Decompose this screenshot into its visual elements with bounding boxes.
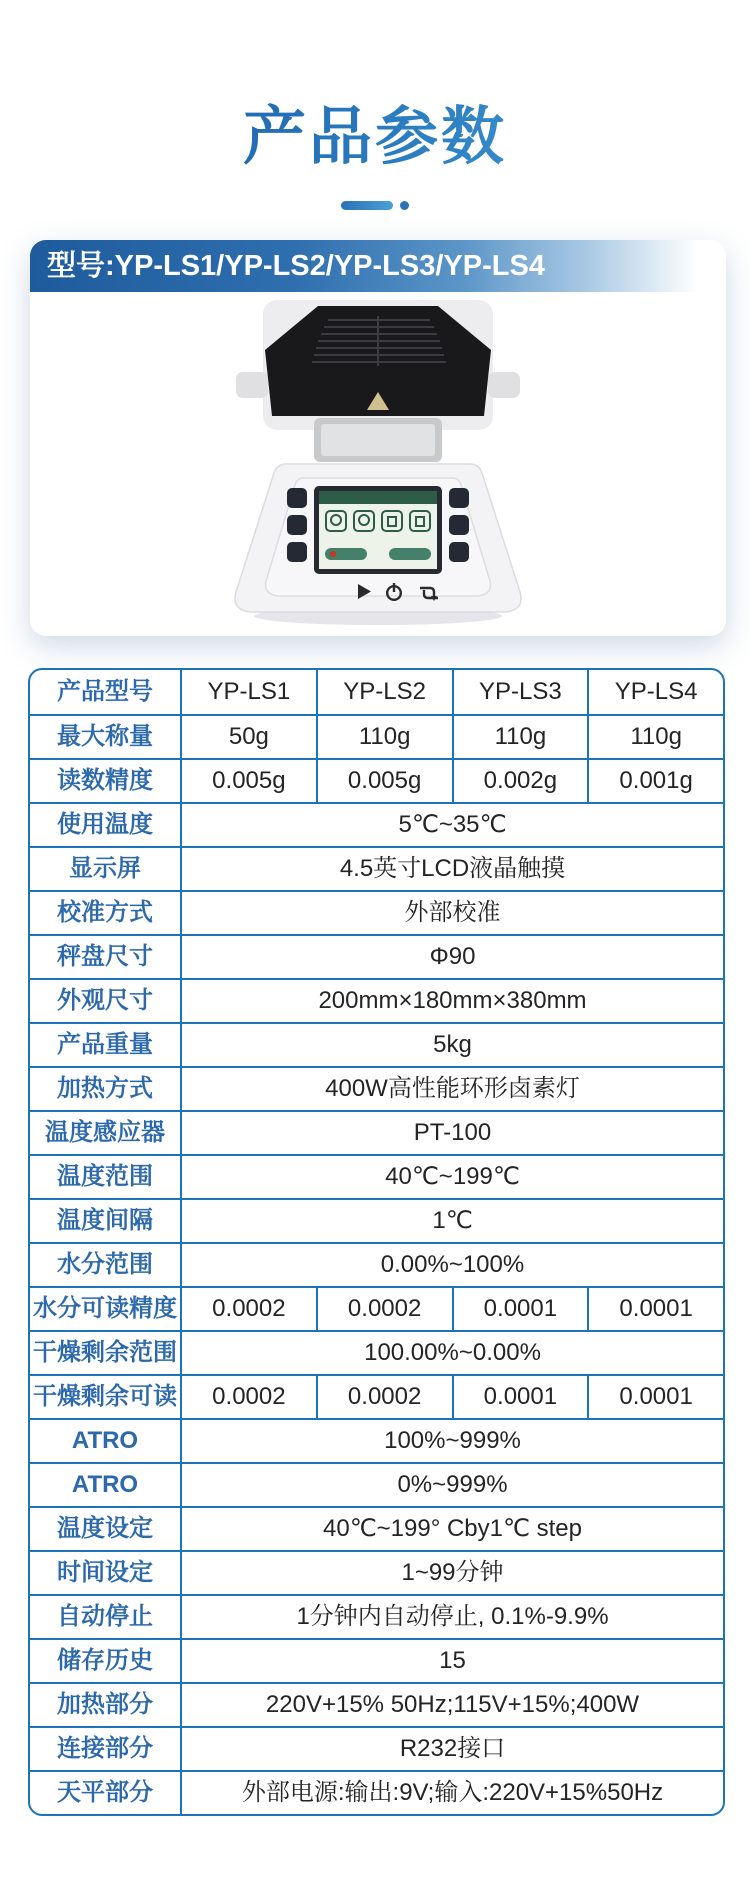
spec-label: 秤盘尺寸 xyxy=(57,942,153,970)
spec-label: 使用温度 xyxy=(57,810,153,838)
spec-label: 最大称量 xyxy=(57,722,153,750)
spec-label: 水分可读精度 xyxy=(33,1294,177,1322)
spec-label: 干燥剩余范围 xyxy=(33,1338,177,1366)
spec-label: 时间设定 xyxy=(57,1558,153,1586)
table-row xyxy=(30,1110,723,1154)
spec-value: 0.002g xyxy=(452,760,588,802)
table-row xyxy=(30,1066,723,1110)
device-left-tab xyxy=(236,372,268,398)
table-row xyxy=(30,1506,723,1550)
spec-value: 100.00%~0.00% xyxy=(180,1332,723,1374)
spec-value: 0%~999% xyxy=(180,1464,723,1506)
spec-value: 1分钟内自动停止, 0.1%-9.9% xyxy=(180,1596,723,1638)
spec-value: 0.0001 xyxy=(587,1376,723,1418)
page-title: 产品参数 xyxy=(0,86,750,177)
spec-value: 1℃ xyxy=(180,1200,723,1242)
product-card xyxy=(30,240,726,636)
spec-label: 连接部分 xyxy=(57,1734,153,1762)
spec-label: 校准方式 xyxy=(57,898,153,926)
spec-label: 产品型号 xyxy=(57,677,153,705)
spec-value: 0.001g xyxy=(587,760,723,802)
table-row xyxy=(30,1154,723,1198)
spec-value: 15 xyxy=(180,1640,723,1682)
table-row xyxy=(30,1330,723,1374)
table-row xyxy=(30,1594,723,1638)
spec-label: 加热部分 xyxy=(57,1690,153,1718)
spec-value: 200mm×180mm×380mm xyxy=(180,980,723,1022)
divider-dash-icon xyxy=(341,201,393,210)
spec-label: 天平部分 xyxy=(57,1778,153,1806)
spec-value: 110g xyxy=(587,716,723,758)
table-row xyxy=(30,1770,723,1814)
model-header: 型号:YP-LS1/YP-LS2/YP-LS3/YP-LS4 xyxy=(30,240,726,292)
table-row xyxy=(30,934,723,978)
spec-table xyxy=(28,668,725,1816)
table-row xyxy=(30,1022,723,1066)
spec-value: 0.0002 xyxy=(316,1376,452,1418)
spec-value: 5℃~35℃ xyxy=(180,804,723,846)
spec-value: 1~99分钟 xyxy=(180,1552,723,1594)
spec-label: 温度范围 xyxy=(57,1162,153,1190)
spec-value: 40℃~199℃ xyxy=(180,1156,723,1198)
table-row xyxy=(30,1286,723,1330)
spec-value: 0.0001 xyxy=(587,1288,723,1330)
spec-value: 110g xyxy=(316,716,452,758)
moisture-analyzer-illustration xyxy=(208,298,548,630)
spec-label: 显示屏 xyxy=(69,854,141,882)
table-row xyxy=(30,802,723,846)
spec-value: YP-LS1 xyxy=(180,670,316,714)
spec-label: 水分范围 xyxy=(57,1250,153,1278)
spec-value: 0.0002 xyxy=(180,1288,316,1330)
table-row xyxy=(30,1198,723,1242)
spec-label: 储存历史 xyxy=(57,1646,153,1674)
spec-value: 100%~999% xyxy=(180,1420,723,1462)
table-row xyxy=(30,890,723,934)
device-window xyxy=(321,424,435,456)
spec-label: 加热方式 xyxy=(57,1074,153,1102)
table-row xyxy=(30,1550,723,1594)
table-row xyxy=(30,1638,723,1682)
spec-value: YP-LS4 xyxy=(587,670,723,714)
product-image xyxy=(30,292,726,636)
spec-value: R232接口 xyxy=(180,1728,723,1770)
spec-label: 外观尺寸 xyxy=(57,986,153,1014)
spec-label: 温度设定 xyxy=(57,1514,153,1542)
spec-label: 干燥剩余可读 xyxy=(33,1382,177,1410)
spec-value: YP-LS3 xyxy=(452,670,588,714)
table-row xyxy=(30,758,723,802)
spec-value: 4.5英寸LCD液晶触摸 xyxy=(180,848,723,890)
table-row xyxy=(30,1726,723,1770)
spec-value: 0.00%~100% xyxy=(180,1244,723,1286)
table-row xyxy=(30,1418,723,1462)
spec-label: 温度感应器 xyxy=(45,1118,165,1146)
spec-value: 0.0001 xyxy=(452,1288,588,1330)
spec-value: 0.005g xyxy=(316,760,452,802)
spec-label: 温度间隔 xyxy=(57,1206,153,1234)
device-right-tab xyxy=(488,372,520,398)
spec-value: 220V+15% 50Hz;115V+15%;400W xyxy=(180,1684,723,1726)
spec-value: 400W高性能环形卤素灯 xyxy=(180,1068,723,1110)
divider-dot-icon xyxy=(400,201,409,210)
spec-value: 0.0002 xyxy=(180,1376,316,1418)
spec-value: 0.005g xyxy=(180,760,316,802)
table-row xyxy=(30,1462,723,1506)
screen-pill-right xyxy=(389,548,431,560)
spec-label: 读数精度 xyxy=(57,766,153,794)
spec-value: 110g xyxy=(452,716,588,758)
table-row xyxy=(30,1242,723,1286)
spec-value: 0.0002 xyxy=(316,1288,452,1330)
spec-label: 产品重量 xyxy=(57,1030,153,1058)
spec-value: Φ90 xyxy=(180,936,723,978)
spec-value: 50g xyxy=(180,716,316,758)
table-row xyxy=(30,714,723,758)
spec-label: ATRO xyxy=(71,1426,139,1454)
spec-value: PT-100 xyxy=(180,1112,723,1154)
screen-header xyxy=(319,491,437,504)
spec-value: 5kg xyxy=(180,1024,723,1066)
spec-value: 0.0001 xyxy=(452,1376,588,1418)
spec-label: 自动停止 xyxy=(57,1602,153,1630)
table-row xyxy=(30,1374,723,1418)
table-row xyxy=(30,846,723,890)
spec-label: ATRO xyxy=(71,1470,139,1498)
spec-value: 外部校准 xyxy=(180,892,723,934)
table-row xyxy=(30,978,723,1022)
spec-value: 外部电源:输出:9V;输入:220V+15%50Hz xyxy=(180,1772,723,1814)
spec-value: 40℃~199° Cby1℃ step xyxy=(180,1508,723,1550)
spec-value: YP-LS2 xyxy=(316,670,452,714)
table-row xyxy=(30,670,723,714)
screen-status-dot xyxy=(330,551,336,557)
table-row xyxy=(30,1682,723,1726)
title-divider xyxy=(0,199,750,211)
